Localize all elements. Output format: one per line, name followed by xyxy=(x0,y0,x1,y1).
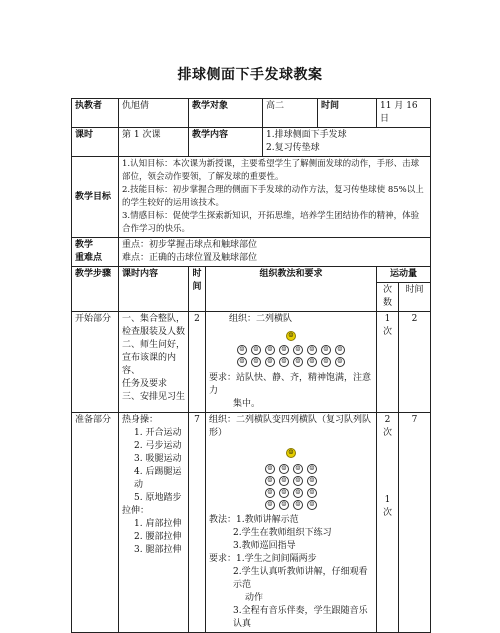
teacher-position xyxy=(209,329,373,341)
content-line: 2. 弓步运动 xyxy=(134,441,182,451)
lesson-label: 课时 xyxy=(72,128,119,157)
teacher-position xyxy=(209,446,373,458)
smiley-face-icon: ☺ xyxy=(237,345,247,355)
teacher-name: 仇旭倩 xyxy=(119,99,189,128)
smiley-face-icon: ☺ xyxy=(265,488,275,498)
header-row-2 xyxy=(72,128,431,157)
method-requirement: 3.全程有音乐伴奏，学生跟随音乐认真 xyxy=(233,606,368,629)
content-line: 5. 原地踏步 xyxy=(134,493,182,503)
method-requirement: 要求：站队快、静、齐，精神饱满，注意力 xyxy=(209,373,372,396)
start-time: 2 xyxy=(189,312,206,413)
content-label: 教学内容 xyxy=(189,128,263,157)
load-times-unit: 次 xyxy=(383,327,393,337)
page-title: 排球侧面下手发球教案 xyxy=(177,67,323,83)
row-prep xyxy=(72,413,431,633)
smiley-face-icon: ☺ xyxy=(279,357,289,367)
smiley-face-icon: ☺ xyxy=(307,345,317,355)
smiley-face-icon: ☺ xyxy=(293,476,303,486)
content-line: 任务及要求 xyxy=(122,379,168,389)
method-title: 组织：二列横队变四列横队（复习队列队形） xyxy=(209,415,372,438)
method-requirement: 动作 xyxy=(245,593,264,603)
start-content xyxy=(119,312,189,413)
smiley-face-icon: ☺ xyxy=(335,357,345,367)
column-header-row xyxy=(72,267,431,283)
content-line: 3. 腿部拉伸 xyxy=(134,545,182,555)
col-method: 组织教法和要求 xyxy=(206,267,377,312)
prep-load-time: 7 xyxy=(399,413,431,633)
student-row xyxy=(209,498,373,510)
col-time xyxy=(189,267,206,312)
content-line: 1. 肩部拉伸 xyxy=(134,519,182,529)
keypoints-content xyxy=(119,238,431,267)
smiley-face-icon: ☺ xyxy=(293,464,303,474)
load-times-value: 1 xyxy=(384,495,391,505)
smiley-face-icon: ☺ xyxy=(307,500,317,510)
col-load-times: 次数 xyxy=(377,283,399,312)
keypoints-row xyxy=(72,238,431,267)
goal-item: 1.认知目标：本次课为新授课，主要希望学生了解侧面发球的动作，手形、击球部位，领会动作要领，了解发球的重要性。 xyxy=(122,159,420,182)
start-load-time: 2 xyxy=(399,312,431,413)
col-steps: 教学步骤 xyxy=(72,267,119,312)
method-requirement: 2.学生认真听教师讲解，仔细观看示范 xyxy=(233,567,368,590)
student-row xyxy=(209,474,373,486)
content-line: 1. 开合运动 xyxy=(134,428,182,438)
keypoints-label-line: 重难点 xyxy=(75,253,103,263)
content-line: 宣布该课的内容、 xyxy=(122,353,177,376)
method-teaching: 2.学生在教师组织下练习 xyxy=(233,528,332,538)
method-requirement: 要求：1.学生之间间隔两步 xyxy=(209,554,317,564)
smiley-face-icon: ☺ xyxy=(321,357,331,367)
goals-row xyxy=(72,157,431,238)
content-item: 2.复习传垫球 xyxy=(266,143,320,153)
col-content: 课时内容 xyxy=(119,267,189,312)
smiley-face-icon: ☺ xyxy=(265,464,275,474)
smiley-face-icon: ☺ xyxy=(307,464,317,474)
content-line: 三、安排见习生 xyxy=(122,392,186,402)
time-label: 时间 xyxy=(318,99,377,128)
content-value xyxy=(263,128,431,157)
lesson-plan-table xyxy=(71,98,431,633)
keypoints-label xyxy=(72,238,119,267)
prep-content xyxy=(119,413,189,633)
student-row xyxy=(209,355,373,367)
goal-item: 2.技能目标：初步掌握合理的侧面下手发球的动作方法，复习传垫球使 85%以上的学生较好的运用该技术。 xyxy=(122,185,424,208)
load-times-unit: 次 xyxy=(383,428,393,438)
goals-label: 教学目标 xyxy=(72,157,119,238)
method-title: 组织：二列横队 xyxy=(229,314,293,324)
prep-time: 7 xyxy=(189,413,206,633)
difficulty-point: 难点：正确的击球位置及触球部位 xyxy=(122,253,258,263)
smiley-face-icon: ☺ xyxy=(251,357,261,367)
teacher-label: 执教者 xyxy=(72,99,119,128)
time-value: 11 月 16 日 xyxy=(377,99,431,128)
smiley-face-icon: ☺ xyxy=(293,345,303,355)
smiley-face-icon: ☺ xyxy=(279,488,289,498)
smiley-face-icon: ☺ xyxy=(307,476,317,486)
teacher-face-icon: ☺ xyxy=(286,448,296,458)
smiley-face-icon: ☺ xyxy=(265,500,275,510)
smiley-face-icon: ☺ xyxy=(307,357,317,367)
start-method xyxy=(206,312,377,413)
smiley-face-icon: ☺ xyxy=(279,500,289,510)
method-teaching: 3.教师巡回指导 xyxy=(233,541,296,551)
lesson-value: 第 1 次课 xyxy=(119,128,189,157)
header-row-1 xyxy=(72,99,431,128)
smiley-face-icon: ☺ xyxy=(335,345,345,355)
content-line: 二、师生问好， xyxy=(122,340,186,350)
goal-item: 3.情感目标：促使学生探索新知识，开拓思维，培养学生团结协作的精神，体验合作学习的快乐。 xyxy=(122,211,420,234)
smiley-face-icon: ☺ xyxy=(293,488,303,498)
student-row xyxy=(209,343,373,355)
content-line: 一、集合整队， xyxy=(122,314,186,324)
start-load-times xyxy=(377,312,399,413)
smiley-face-icon: ☺ xyxy=(251,345,261,355)
content-line: 拉伸： xyxy=(122,506,150,516)
content-line: 2. 腰部拉伸 xyxy=(134,532,182,542)
smiley-face-icon: ☺ xyxy=(321,345,331,355)
content-line: 3. 吸腿运动 xyxy=(134,454,182,464)
col-load-duration: 时间 xyxy=(399,283,431,312)
load-times-unit: 次 xyxy=(383,508,393,518)
key-point: 重点：初步掌握击球点和触球部位 xyxy=(122,240,258,250)
smiley-face-icon: ☺ xyxy=(307,488,317,498)
object-label: 教学对象 xyxy=(189,99,263,128)
load-times-value: 2 xyxy=(384,415,391,425)
smiley-face-icon: ☺ xyxy=(265,476,275,486)
smiley-face-icon: ☺ xyxy=(237,357,247,367)
smiley-face-icon: ☺ xyxy=(265,345,275,355)
teacher-face-icon: ☺ xyxy=(286,331,296,341)
content-line: 4. 后踢腿运动 xyxy=(134,467,182,490)
method-teaching: 教法：1.教师讲解示范 xyxy=(209,515,299,525)
smiley-face-icon: ☺ xyxy=(265,357,275,367)
prep-method xyxy=(206,413,377,633)
step-start: 开始部分 xyxy=(72,312,119,413)
content-item: 1.排球侧面下手发球 xyxy=(266,130,347,140)
student-row xyxy=(209,486,373,498)
object-value: 高二 xyxy=(263,99,318,128)
smiley-face-icon: ☺ xyxy=(293,500,303,510)
col-load: 运动量 xyxy=(377,267,431,283)
smiley-face-icon: ☺ xyxy=(279,464,289,474)
load-times-value: 1 xyxy=(384,314,391,324)
method-requirement: 集中。 xyxy=(233,399,261,409)
smiley-face-icon: ☺ xyxy=(293,357,303,367)
smiley-face-icon: ☺ xyxy=(279,476,289,486)
row-start xyxy=(72,312,431,413)
prep-load-times xyxy=(377,413,399,633)
step-prep: 准备部分 xyxy=(72,413,119,633)
smiley-face-icon: ☺ xyxy=(279,345,289,355)
goals-content xyxy=(119,157,431,238)
col-time-label: 时间 xyxy=(192,269,202,292)
content-line: 检查服装及人数 xyxy=(122,327,186,337)
student-row xyxy=(209,462,373,474)
keypoints-label-line: 教学 xyxy=(75,240,94,250)
content-line: 热身操： xyxy=(122,415,159,425)
